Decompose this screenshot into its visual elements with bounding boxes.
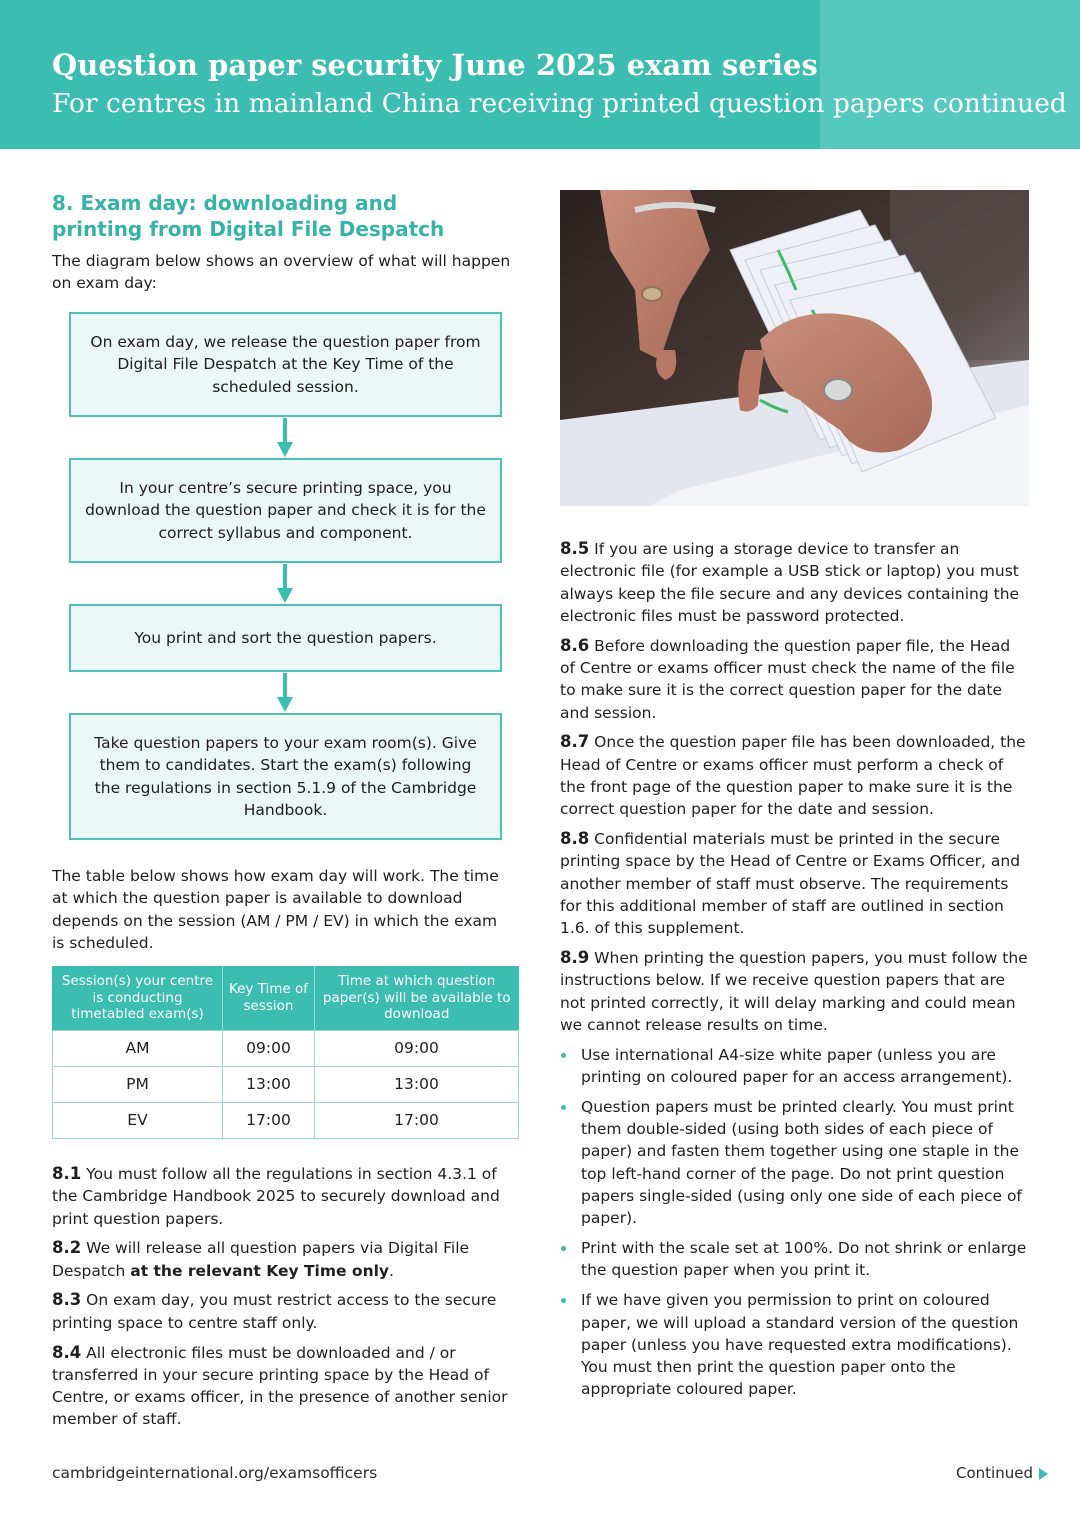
cell-key-time: 17:00	[223, 1102, 315, 1138]
list-item	[560, 731, 1030, 820]
footer-link[interactable]: cambridgeinternational.org/examsofficers	[52, 1464, 378, 1482]
table-row	[53, 1066, 519, 1102]
item-text: Once the question paper file has been downloaded, the Head of Centre or exams officer must perform a check of the front page of the question paper to make sure it is the correct question paper for the date and session.	[560, 733, 1026, 819]
item-number: 8.9	[560, 948, 590, 968]
bullet-item: Question papers must be printed clearly. You must print them double-sided (using both sides of each piece of paper) and fasten them together using one staple in the top left-hand corner of the page. Do not print question papers single-sided (using only one side of each piece of paper).	[560, 1096, 1030, 1230]
header-accent-band	[820, 0, 1080, 149]
list-item	[560, 947, 1030, 1036]
flow-step-text: Take question papers to your exam room(s). Give them to candidates. Start the exam(s) following the regulations in section 5.1.9 of the Cambridge Handbook.	[94, 733, 477, 819]
item-text: Before downloading the question paper file, the Head of Centre or exams officer must check the name of the file to make sure it is the correct question paper for the date and session.	[560, 636, 1015, 722]
list-item	[52, 1237, 517, 1282]
list-item	[560, 635, 1030, 724]
item-number: 8.3	[52, 1290, 82, 1310]
flow-step-download	[69, 458, 502, 563]
flow-step-print	[69, 604, 502, 672]
item-text: We will release all question papers via Digital File Despatch	[52, 1239, 470, 1280]
flow-step-text: On exam day, we release the question paper from Digital File Despatch at the Key Time of the scheduled session.	[90, 332, 481, 396]
item-number: 8.8	[560, 829, 590, 849]
bullet-item: Print with the scale set at 100%. Do not shrink or enlarge the question paper when you print it.	[560, 1237, 1030, 1282]
photo-illustration	[560, 190, 1029, 506]
flow-step-text: In your centre’s secure printing space, you download the question paper and check it is for the correct syllabus and component.	[85, 478, 486, 542]
item-text: You must follow all the regulations in section 4.3.1 of the Cambridge Handbook 2025 to securely download and print question papers.	[52, 1165, 500, 1228]
list-item	[560, 828, 1030, 939]
list-item	[52, 1163, 517, 1230]
item-text: On exam day, you must restrict access to the secure printing space to centre staff only.	[52, 1291, 497, 1332]
continued-indicator	[956, 1464, 1048, 1482]
printing-instructions-list	[560, 1044, 1030, 1401]
section-8-intro	[52, 190, 522, 295]
item-number: 8.5	[560, 539, 590, 558]
page-header	[0, 0, 1080, 149]
bullet-item: Use international A4-size white paper (unless you are printing on coloured paper for an access arrangement).	[560, 1044, 1030, 1089]
table-row	[53, 1102, 519, 1138]
page-subtitle: For centres in mainland China receiving printed question papers continued	[52, 88, 1067, 119]
table-row	[53, 1030, 519, 1066]
item-text: All electronic files must be downloaded and / or transferred in your secure printing space by the Head of Centre, or exams officer, in the presence of another senior member of staff.	[52, 1343, 508, 1429]
cell-key-time: 09:00	[223, 1030, 315, 1066]
flow-arrow-icon	[276, 564, 294, 604]
cell-session: PM	[53, 1066, 223, 1102]
section-heading: 8. Exam day: downloading and printing from Digital File Despatch	[52, 191, 445, 241]
table-header-row	[53, 966, 519, 1030]
column-header-key-time: Key Time of session	[223, 966, 315, 1030]
flow-arrow-icon	[276, 418, 294, 458]
list-item	[52, 1289, 517, 1334]
flow-step-text: You print and sort the question papers.	[134, 628, 437, 647]
numbered-list-left	[52, 1163, 517, 1438]
cell-available-time: 13:00	[315, 1066, 519, 1102]
table-intro: The table below shows how exam day will work. The time at which the question paper is available to download depends on the session (AM / PM / EV) in which the exam is scheduled.	[52, 867, 499, 952]
flow-arrow-icon	[276, 673, 294, 713]
item-text: When printing the question papers, you must follow the instructions below. If we receive question papers that are not printed correctly, it will delay marking and could mean we cannot release results on time.	[560, 949, 1028, 1034]
page-title: Question paper security June 2025 exam series	[52, 48, 818, 82]
item-text-tail: .	[389, 1261, 394, 1280]
item-number: 8.6	[560, 635, 590, 655]
diagram-intro: The diagram below shows an overview of what will happen on exam day:	[52, 252, 511, 293]
key-time-table	[52, 966, 519, 1139]
item-number: 8.1	[52, 1164, 82, 1183]
flow-step-release	[69, 312, 502, 417]
item-number: 8.4	[52, 1342, 82, 1362]
item-emphasis: at the relevant Key Time only	[130, 1261, 390, 1280]
item-text: Confidential materials must be printed in the secure printing space by the Head of Centre or Exams Officer, and another member of staff must observe. The requirements for this additional member of staff are outlined in section 1.6. of this supplement.	[560, 830, 1021, 938]
bullet-item: If we have given you permission to print on coloured paper, we will upload a standard version of the question paper (unless you have requested extra modifications). You must then print the question paper onto the appropriate coloured paper.	[560, 1289, 1030, 1400]
cell-key-time: 13:00	[223, 1066, 315, 1102]
column-header-available-time: Time at which question paper(s) will be available to download	[315, 966, 519, 1030]
item-number: 8.2	[52, 1238, 82, 1258]
item-text: If you are using a storage device to transfer an electronic file (for example a USB stick or laptop) you must always keep the file secure and any devices containing the electronic files must be password protected.	[560, 540, 1020, 625]
photo-sorting-papers	[560, 190, 1029, 506]
column-header-session: Session(s) your centre is conducting timetabled exam(s)	[53, 966, 223, 1030]
list-item	[560, 538, 1030, 627]
cell-available-time: 17:00	[315, 1102, 519, 1138]
item-number: 8.7	[560, 732, 590, 752]
continued-label: Continued	[956, 1464, 1033, 1482]
list-item	[52, 1342, 517, 1431]
numbered-list-right	[560, 538, 1030, 1408]
cell-session: AM	[53, 1030, 223, 1066]
continue-arrow-icon	[1039, 1468, 1048, 1480]
flow-step-exam-room	[69, 713, 502, 840]
cell-available-time: 09:00	[315, 1030, 519, 1066]
cell-session: EV	[53, 1102, 223, 1138]
